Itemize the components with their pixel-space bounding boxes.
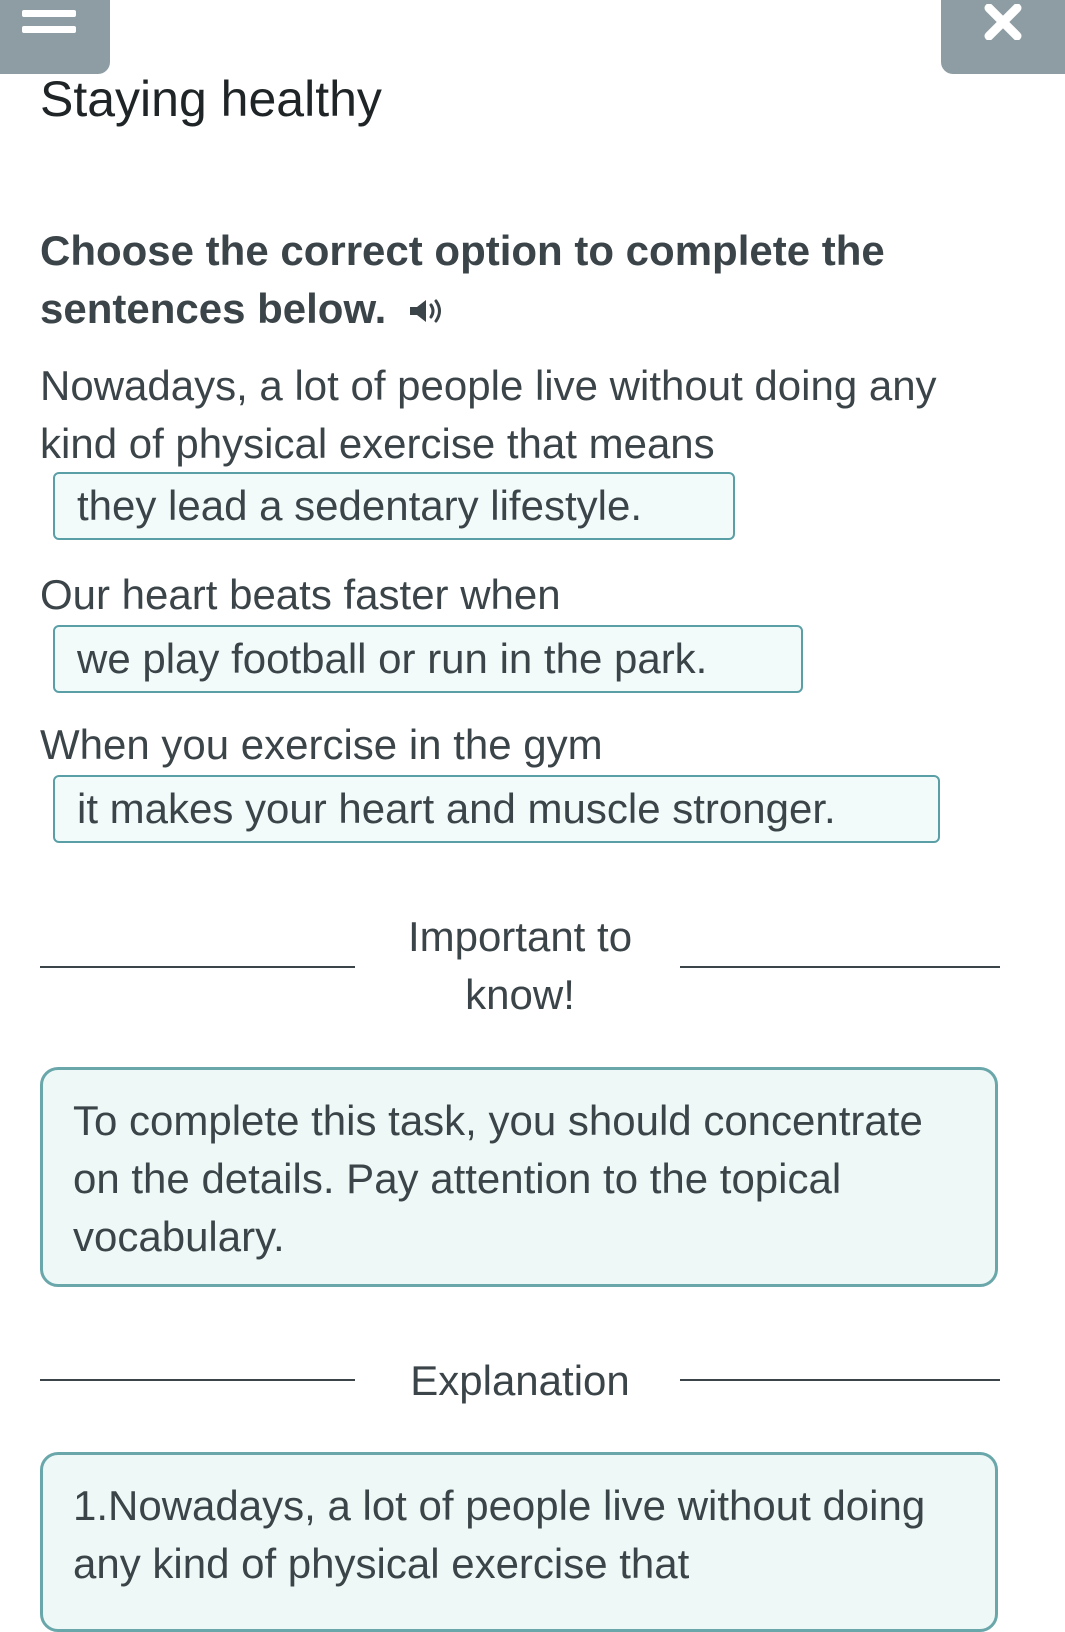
menu-button[interactable] (0, 0, 110, 74)
explanation-divider (40, 1350, 1000, 1410)
divider-line-left (40, 966, 355, 968)
speaker-icon[interactable] (408, 283, 446, 341)
explanation-text: 1.Nowadays, a lot of people live without doing any kind of physical exercise that (73, 1482, 926, 1587)
explanation-heading: Explanation (410, 1357, 630, 1404)
close-icon (983, 4, 1023, 40)
page-title: Staying healthy (40, 71, 382, 127)
important-note-text: To complete this task, you should concentrate on the details. Pay attention to the topical vocabulary. (73, 1097, 923, 1260)
sentence-3-prompt: When you exercise in the gym (40, 721, 603, 768)
important-divider (40, 908, 1000, 1028)
sentence-1-answer-dropdown[interactable]: they lead a sedentary lifestyle. (53, 472, 735, 540)
sentence-2-prompt: Our heart beats faster when (40, 571, 561, 618)
important-heading: Important to know! (407, 913, 633, 1018)
divider-line-left (40, 1379, 355, 1381)
task-instruction (40, 222, 1020, 341)
sentence-3-answer-dropdown[interactable]: it makes your heart and muscle stronger. (53, 775, 940, 843)
hamburger-menu-icon-bar (22, 26, 76, 33)
close-button[interactable] (941, 0, 1065, 74)
sentence-2-answer-dropdown[interactable]: we play football or run in the park. (53, 625, 803, 693)
divider-line-right (680, 1379, 1000, 1381)
sentence-1-prompt: Nowadays, a lot of people live without doing any kind of physical exercise that means (40, 362, 937, 467)
explanation-box (40, 1452, 998, 1632)
important-note-box (40, 1067, 998, 1287)
hamburger-menu-icon (22, 10, 76, 17)
divider-line-right (680, 966, 1000, 968)
instruction-text: Choose the correct option to complete the sentences below. (40, 227, 885, 332)
